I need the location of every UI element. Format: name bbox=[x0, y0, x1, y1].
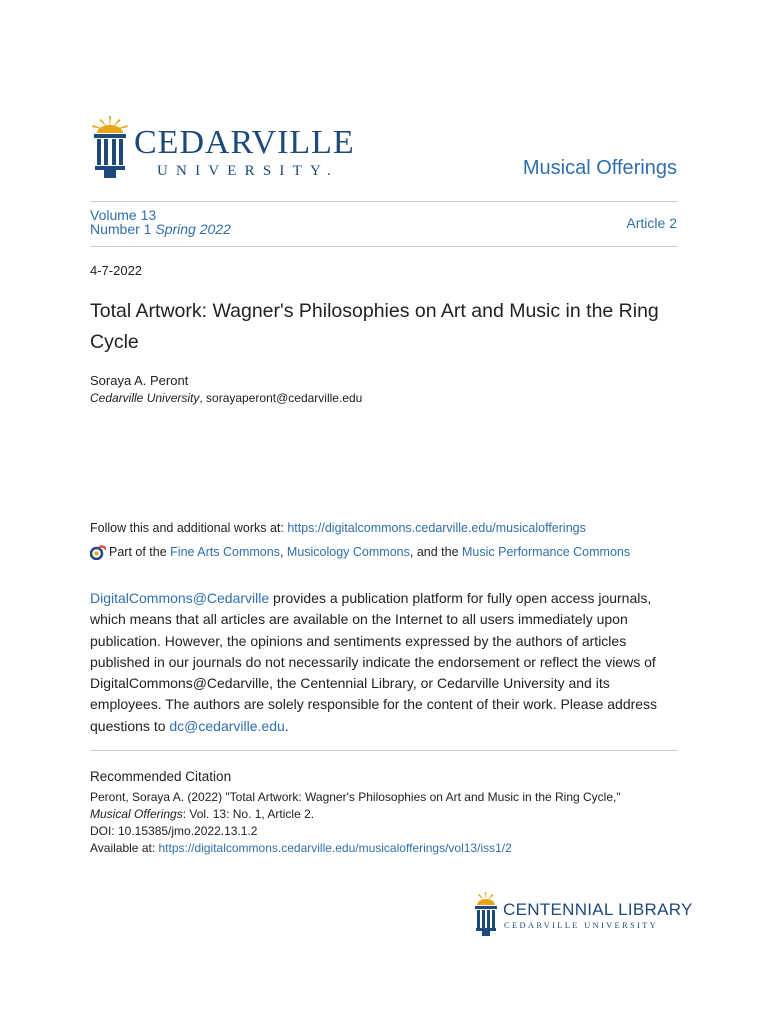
citation-line2 bbox=[90, 806, 680, 823]
citation-body bbox=[90, 789, 680, 857]
fine-arts-commons-link[interactable]: Fine Arts Commons bbox=[170, 545, 280, 559]
part-of-line bbox=[90, 544, 630, 560]
contact-email-link[interactable]: dc@cedarville.edu bbox=[169, 717, 285, 734]
statement-text: provides a publication platform for fully open access journals, which means that all articles are available on the Internet to all users immediately upon publication. However, the opinions and sentiments expressed by the authors of articles published in our journals do not necessarily indicate the endorsement or reflect the views of DigitalCommons@Cedarville, the Centennial Library, or Cedarville University and its employees. The authors are solely responsible for the content of their work. Please address questions to bbox=[90, 590, 658, 734]
divider bbox=[90, 246, 678, 247]
author-name: Soraya A. Peront bbox=[90, 373, 189, 388]
article-title: Total Artwork: Wagner's Philosophies on Art and Music in the Ring Cycle bbox=[90, 300, 659, 353]
separator: , and the bbox=[409, 545, 462, 559]
volume-link[interactable]: Volume 13 bbox=[90, 207, 157, 223]
footer-wordmark: CENTENNIAL LIBRARY bbox=[503, 900, 693, 919]
journal-link[interactable]: Musical Offerings bbox=[522, 157, 677, 179]
article-link[interactable]: Article 2 bbox=[626, 215, 677, 231]
publication-date: 4-7-2022 bbox=[90, 263, 143, 278]
music-performance-commons-link[interactable]: Music Performance Commons bbox=[462, 545, 631, 559]
citation-volume: : Vol. 13: No. 1, Article 2. bbox=[182, 807, 315, 821]
issue-info bbox=[90, 208, 231, 236]
citation-heading: Recommended Citation bbox=[90, 769, 232, 784]
season-text: Spring 2022 bbox=[155, 221, 231, 237]
footer-subtitle: CEDARVILLE UNIVERSITY bbox=[504, 920, 659, 930]
divider bbox=[90, 201, 678, 202]
author-email: , sorayaperont@cedarville.edu bbox=[199, 391, 363, 405]
follow-line bbox=[90, 521, 586, 535]
citation-line1: Peront, Soraya A. (2022) "Total Artwork: Wagner's Philosophies on Art and Music in the Ring Cycle," bbox=[90, 790, 621, 804]
number-link[interactable] bbox=[90, 221, 231, 237]
open-access-icon bbox=[90, 544, 106, 560]
citation-journal: Musical Offerings bbox=[90, 807, 183, 821]
statement-paragraph bbox=[90, 588, 680, 737]
author-affiliation bbox=[90, 391, 362, 405]
musicology-commons-link[interactable]: Musicology Commons bbox=[286, 545, 410, 559]
digitalcommons-link[interactable]: DigitalCommons@Cedarville bbox=[90, 590, 270, 606]
logo-subtitle: UNIVERSITY. bbox=[157, 163, 340, 179]
citation-doi: DOI: 10.15385/jmo.2022.13.1.2 bbox=[90, 824, 258, 838]
available-url-link[interactable]: https://digitalcommons.cedarville.edu/musicalofferings/vol13/iss1/2 bbox=[158, 841, 512, 855]
available-prefix: Available at: bbox=[90, 841, 159, 855]
number-text: Number 1 bbox=[90, 221, 152, 237]
citation-available bbox=[90, 840, 680, 857]
follow-url-link[interactable]: https://digitalcommons.cedarville.edu/musicalofferings bbox=[287, 521, 586, 535]
separator: , bbox=[279, 545, 284, 559]
statement-end: . bbox=[284, 717, 289, 734]
divider bbox=[90, 750, 678, 751]
logo-wordmark: CEDARVILLE bbox=[134, 124, 355, 161]
part-of-prefix: Part of the bbox=[109, 545, 167, 559]
author-institution: Cedarville University bbox=[90, 391, 200, 405]
follow-prefix: Follow this and additional works at: bbox=[90, 521, 288, 535]
